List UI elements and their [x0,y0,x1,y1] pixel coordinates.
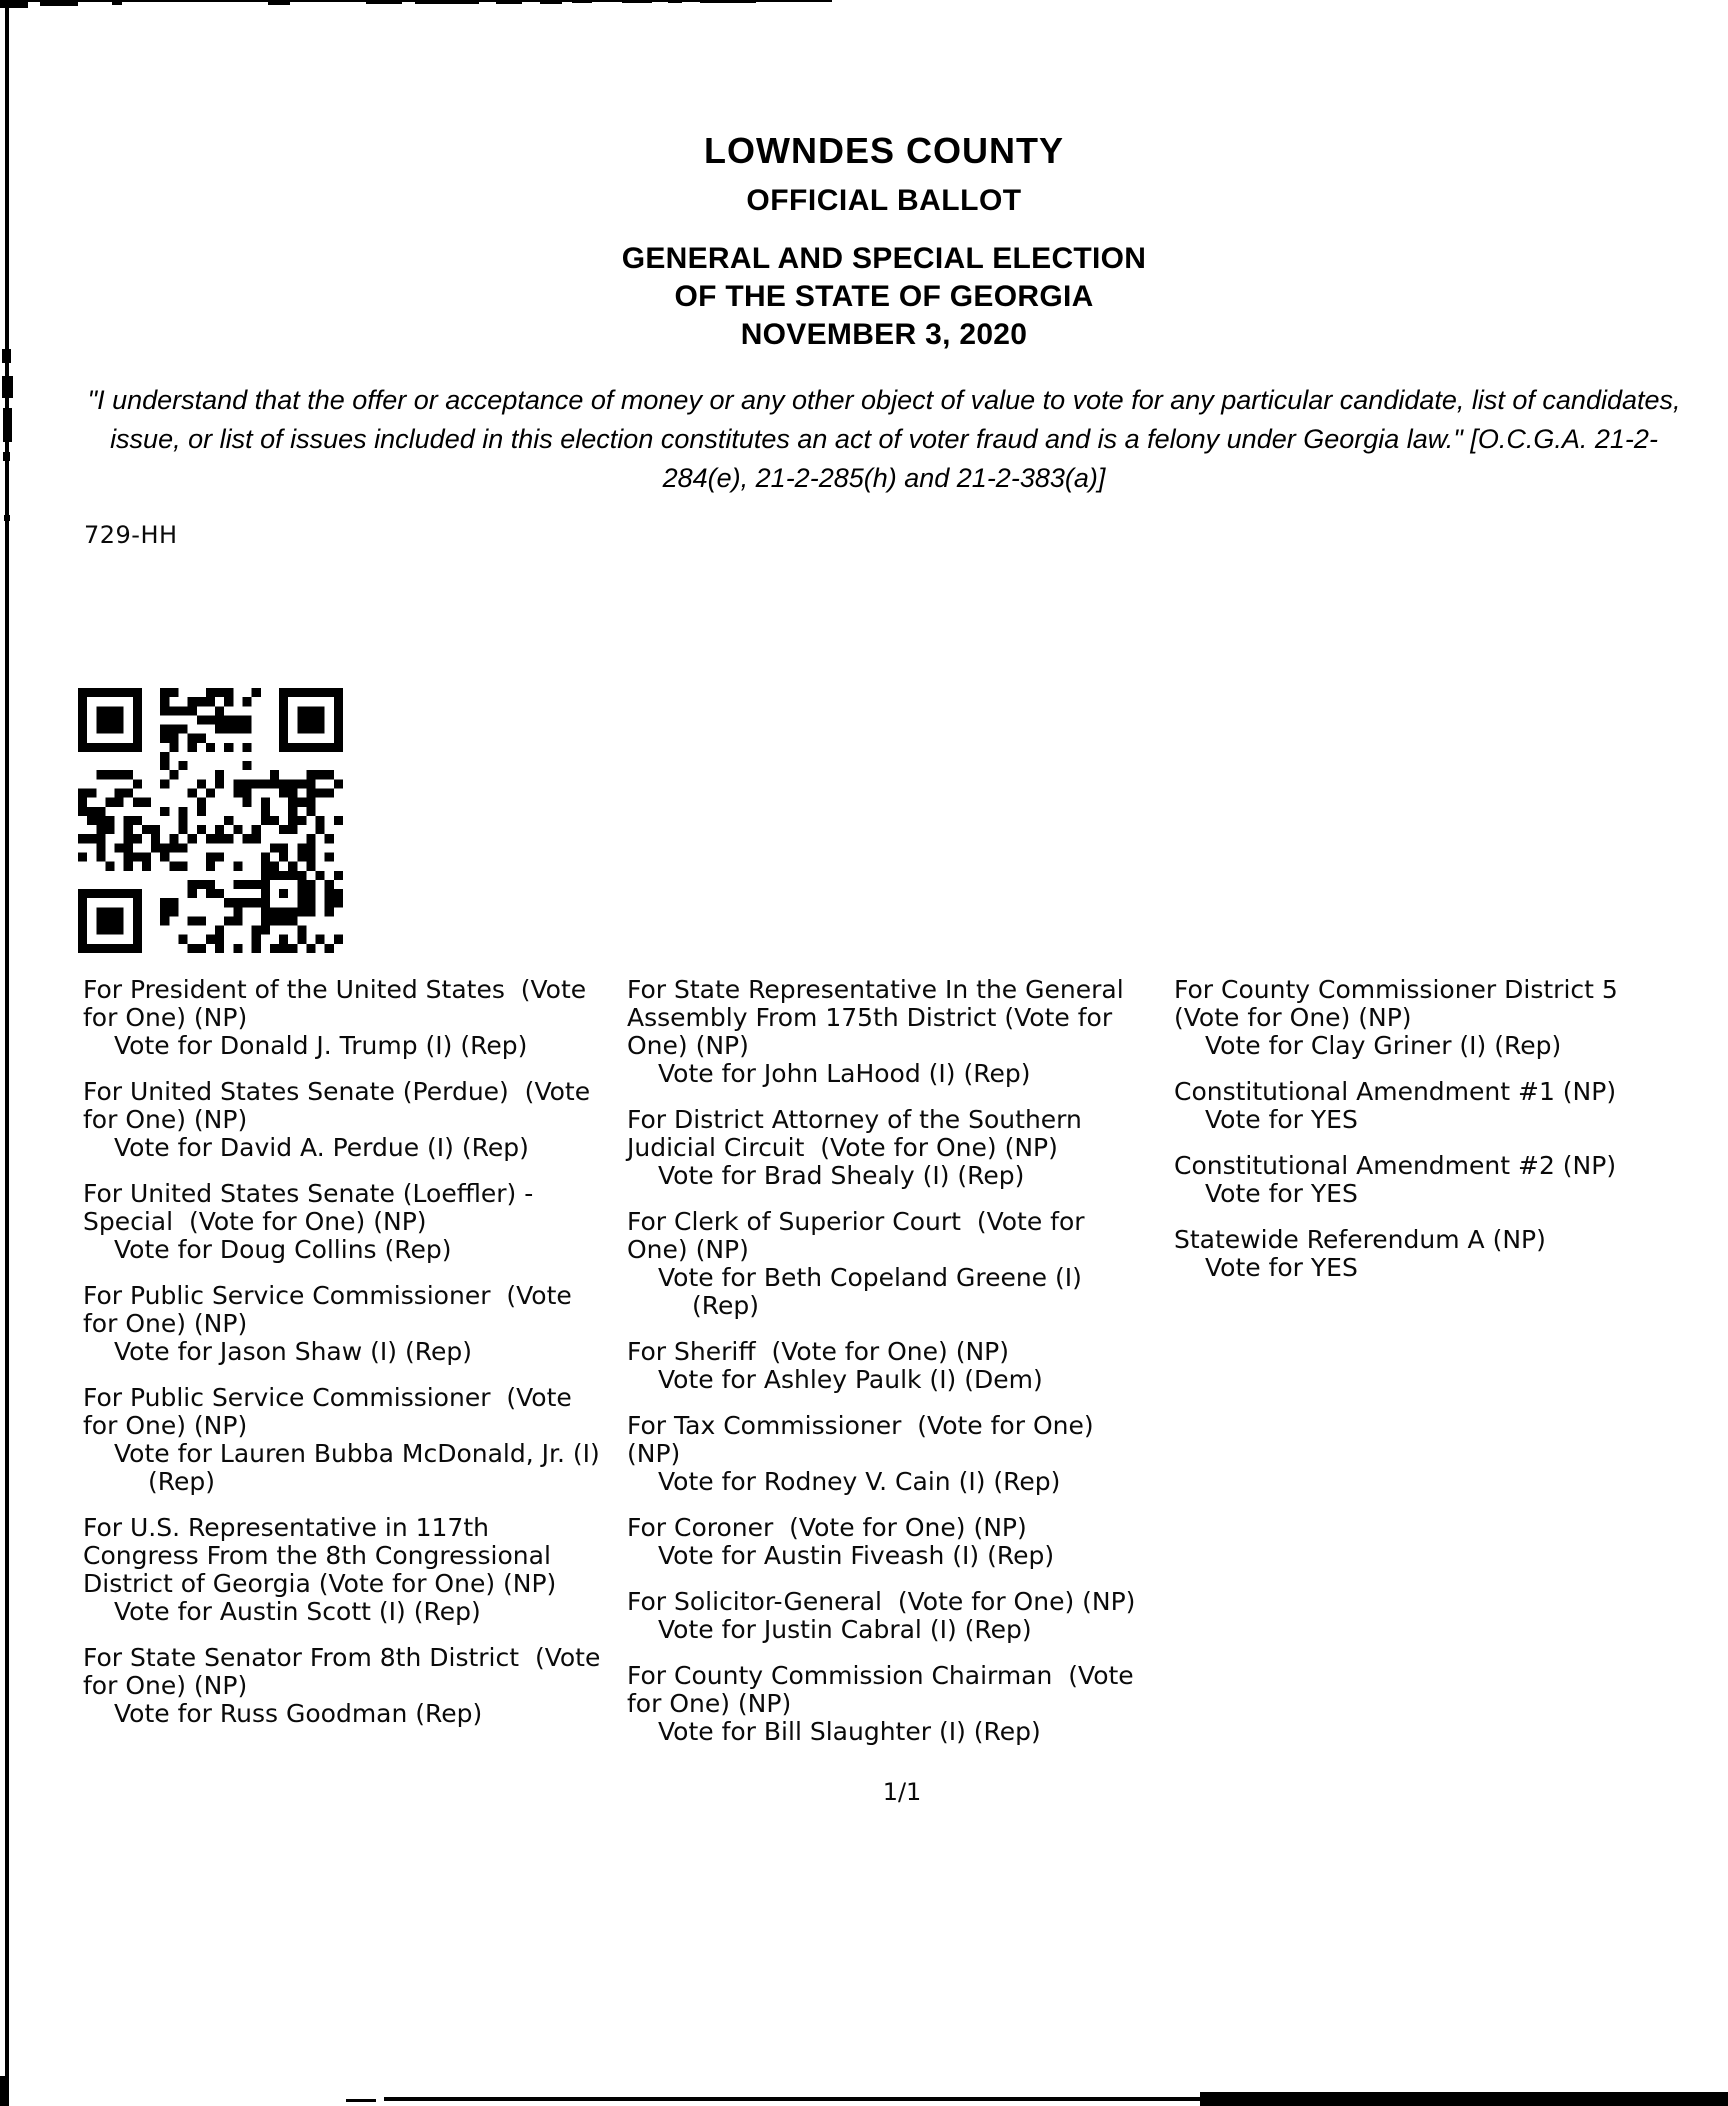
contest-title: For State Senator From 8th District (Vote for One) (NP) [83,1643,609,1700]
contest-selection: Vote for John LaHood (I) (Rep) [658,1059,1031,1088]
contest-selection: Vote for Doug Collins (Rep) [114,1235,452,1264]
contest-title: Constitutional Amendment #2 (NP) [1174,1151,1617,1180]
contest [627,1412,1150,1496]
contest [1174,1078,1697,1134]
scan-artifact [112,0,122,5]
scan-artifact [1200,2092,1728,2106]
contest-selection: Vote for David A. Perdue (I) (Rep) [114,1133,529,1162]
contest-selection: Vote for Austin Scott (I) (Rep) [114,1597,481,1626]
contest-selection: Vote for YES [1205,1179,1358,1208]
scan-artifact [540,0,562,4]
scan-artifact [496,0,522,4]
contest [83,976,606,1060]
contest-selection: Vote for Beth Copeland Greene (I) (Rep) [658,1263,1090,1320]
contest-selection: Vote for Bill Slaughter (I) (Rep) [658,1717,1041,1746]
contest [83,1282,606,1366]
contest [627,1106,1150,1190]
contest-title: For Public Service Commissioner (Vote for One) (NP) [83,1383,580,1440]
contest-selection: Vote for Brad Shealy (I) (Rep) [658,1161,1025,1190]
contest-title: For State Representative In the General Assembly From 175th District (Vote for One) (NP) [627,975,1132,1060]
contest-title: For United States Senate (Perdue) (Vote for One) (NP) [83,1077,599,1134]
scan-artifact [700,0,756,3]
contest-selection: Vote for Ashley Paulk (I) (Dem) [658,1365,1043,1394]
contest-title: Constitutional Amendment #1 (NP) [1174,1077,1617,1106]
scan-artifact [268,0,290,5]
scan-artifact [4,515,10,521]
contest-title: For United States Senate (Loeffler) - Special (Vote for One) (NP) [83,1179,542,1236]
election-line2: OF THE STATE OF GEORGIA [674,280,1094,313]
contest-title: Statewide Referendum A (NP) [1174,1225,1546,1254]
county-title: LOWNDES COUNTY [704,130,1064,171]
contest [1174,1152,1697,1208]
contest [83,1643,609,1728]
contest [83,1514,606,1626]
scan-artifact [3,452,10,461]
contest-selection: Vote for Rodney V. Cain (I) (Rep) [658,1467,1061,1496]
contest-title: For President of the United States (Vote for One) (NP) [83,975,595,1032]
contest [627,1662,1150,1746]
scan-artifact [346,2099,376,2102]
ballot-column-2 [627,976,1150,1764]
scan-artifact [3,408,12,442]
contest [1174,1226,1697,1282]
scan-artifact [668,0,682,3]
qr-code-icon [78,688,343,953]
scan-artifact [572,0,592,3]
scan-artifact [40,0,78,6]
fraud-notice: "I understand that the offer or acceptance of money or any other object of value to vote for any particular candidate, list of candidates, issue, or list of issues included in this election constitutes an act of voter fraud and is a felony under Georgia law." [O.C.G.A. 21-2-284(e), 21-2-285(h) and 21-2-383(a)] [87,385,1681,493]
contest-title: For U.S. Representative in 117th Congress From the 8th Congressional District of Georgia (Vote for One) (NP) [83,1513,559,1598]
contest [83,1180,606,1264]
scan-artifact [366,0,402,4]
contest-title: For Tax Commissioner (Vote for One) (NP) [627,1411,1102,1468]
contest-selection: Vote for Lauren Bubba McDonald, Jr. (I) (Rep) [114,1439,608,1496]
election-date: NOVEMBER 3, 2020 [740,318,1028,351]
scan-artifact [0,2076,6,2106]
contest [83,1078,606,1162]
contest-title: For Sheriff (Vote for One) (NP) [627,1337,1009,1366]
contest-title: For Public Service Commissioner (Vote for One) (NP) [83,1281,580,1338]
ballot-title: OFFICIAL BALLOT [746,184,1022,217]
contest [627,1514,1150,1570]
contest-title: For County Commission Chairman (Vote for One) (NP) [627,1661,1142,1718]
ballot-column-1 [83,975,609,1746]
contest-selection: Vote for Russ Goodman (Rep) [114,1699,483,1728]
contest-title: For Solicitor-General (Vote for One) (NP) [627,1587,1136,1616]
contest-title: For Clerk of Superior Court (Vote for One) (NP) [627,1207,1093,1264]
scan-artifact [622,0,652,3]
contest [627,976,1150,1088]
scan-artifact [415,0,479,4]
ballot-column-3 [1174,976,1697,1300]
contest [627,1338,1150,1394]
contest-title: For District Attorney of the Southern Judicial Circuit (Vote for One) (NP) [627,1105,1090,1162]
contest-selection: Vote for YES [1205,1105,1358,1134]
contest-title: For County Commissioner District 5 (Vote for One) (NP) [1174,975,1634,1032]
election-line1: GENERAL AND SPECIAL ELECTION [621,242,1147,275]
contest [627,1588,1150,1644]
contest-selection: Vote for Clay Griner (I) (Rep) [1205,1031,1562,1060]
contest-selection: Vote for Donald J. Trump (I) (Rep) [114,1031,528,1060]
election-title [0,240,1728,354]
contest-title: For Coroner (Vote for One) (NP) [627,1513,1027,1542]
contest [1174,976,1697,1060]
scan-artifact [2,376,13,398]
contest-selection: Vote for Austin Fiveash (I) (Rep) [658,1541,1055,1570]
page-number: 1/1 [882,1778,922,1806]
contest [83,1384,606,1496]
contest-selection: Vote for YES [1205,1253,1358,1282]
contest-selection: Vote for Jason Shaw (I) (Rep) [114,1337,472,1366]
contest-selection: Vote for Justin Cabral (I) (Rep) [658,1615,1032,1644]
contest [627,1208,1150,1320]
precinct-code: 729-HH [84,521,178,549]
